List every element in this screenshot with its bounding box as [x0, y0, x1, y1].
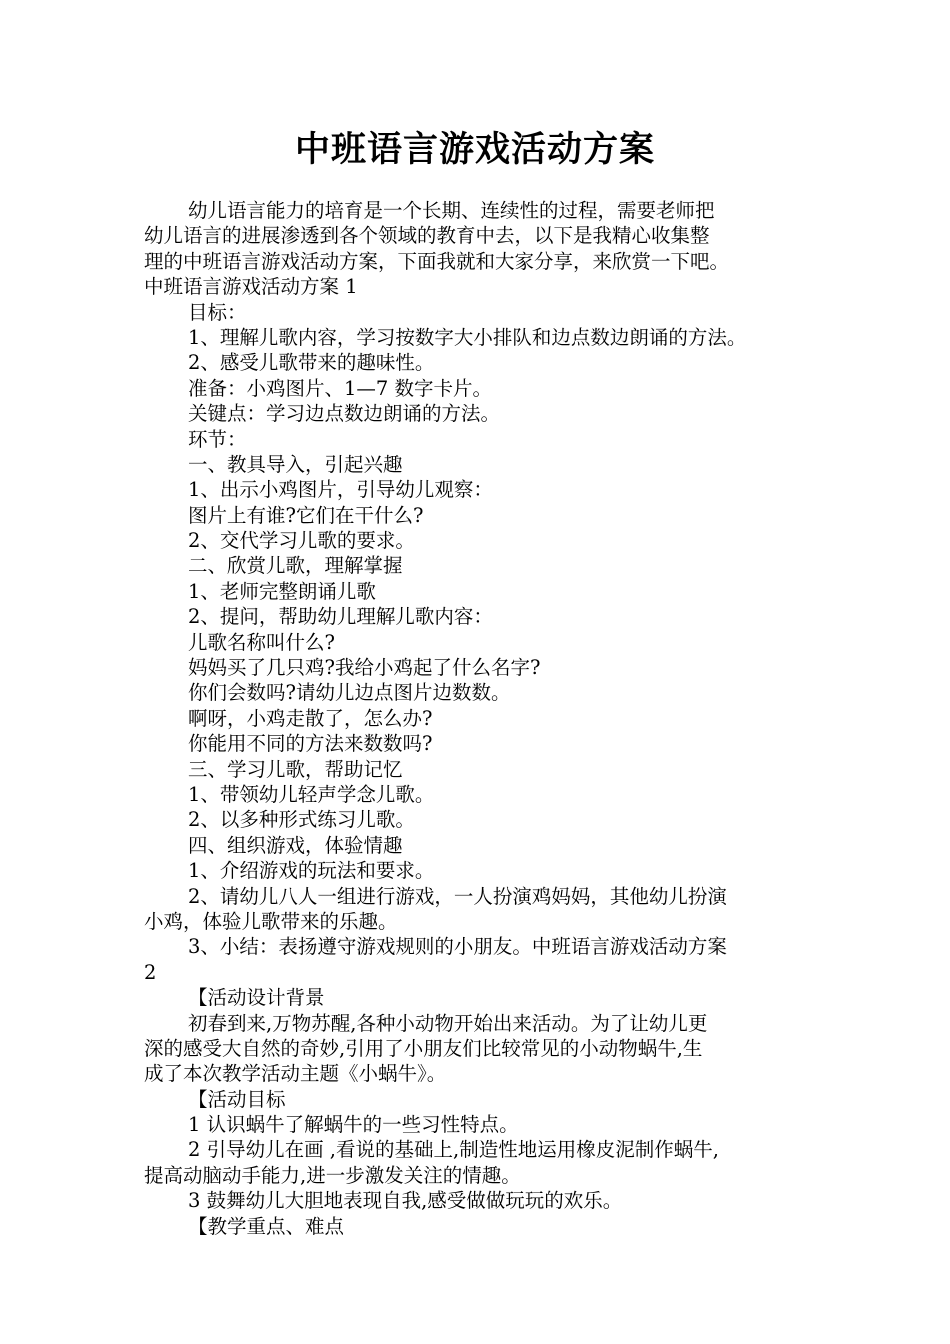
text-line: 你们会数吗?请幼儿边点图片边数数。 — [188, 681, 511, 705]
text-line: 2、感受儿歌带来的趣味性。 — [188, 351, 435, 375]
text-line: 幼儿语言的进展渗透到各个领域的教育中去，以下是我精心收集整 — [144, 224, 710, 248]
text-line: 儿歌名称叫什么? — [188, 630, 335, 654]
text-line: 小鸡，体验儿歌带来的乐趣。 — [144, 909, 398, 933]
text-line: 目标： — [188, 300, 247, 324]
text-line: 图片上有谁?它们在干什么? — [188, 503, 424, 527]
text-line: 2 引导幼儿在画 ,看说的基础上,制造性地运用橡皮泥制作蜗牛, — [188, 1138, 719, 1162]
text-line: 关键点：学习边点数边朗诵的方法。 — [188, 402, 501, 426]
text-line: 3 鼓舞幼儿大胆地表现自我,感受做做玩玩的欢乐。 — [188, 1189, 623, 1213]
text-line: 环节： — [188, 427, 247, 451]
document-title: 中班语言游戏活动方案 — [294, 130, 655, 170]
text-line: 1、老师完整朗诵儿歌 — [188, 579, 376, 603]
text-line: 三、学习儿歌，帮助记忆 — [188, 757, 403, 781]
text-line: 理的中班语言游戏活动方案，下面我就和大家分享，来欣赏一下吧。 — [144, 249, 730, 273]
text-line: 2、交代学习儿歌的要求。 — [188, 529, 415, 553]
text-line: 幼儿语言能力的培育是一个长期、连续性的过程，需要老师把 — [188, 199, 715, 222]
text-line: 中班语言游戏活动方案 1 — [144, 275, 358, 299]
text-line: 准备：小鸡图片、1—7 数字卡片。 — [188, 376, 493, 400]
text-line: 【活动设计背景 — [188, 986, 325, 1010]
text-line: 深的感受大自然的奇妙,引用了小朋友们比较常见的小动物蜗牛,生 — [144, 1036, 703, 1060]
text-line: 成了本次教学活动主题《小蜗牛》。 — [144, 1062, 447, 1086]
text-line: 1、理解儿歌内容，学习按数字大小排队和边点数边朗诵的方法。 — [188, 325, 747, 349]
text-line: 一、教具导入，引起兴趣 — [188, 452, 403, 476]
document-body — [144, 198, 824, 1239]
text-line: 【活动目标 — [188, 1087, 286, 1111]
text-line: 妈妈买了几只鸡?我给小鸡起了什么名字? — [188, 656, 541, 680]
text-line: 2、提问，帮助幼儿理解儿歌内容： — [188, 605, 493, 629]
text-line: 1、出示小鸡图片，引导幼儿观察： — [188, 478, 493, 502]
text-line: 四、组织游戏，体验情趣 — [188, 833, 403, 857]
text-line: 你能用不同的方法来数数吗? — [188, 732, 433, 756]
text-line: 2、请幼儿八人一组进行游戏，一人扮演鸡妈妈，其他幼儿扮演 — [188, 884, 727, 908]
text-line: 3、小结：表扬遵守游戏规则的小朋友。中班语言游戏活动方案 — [188, 935, 727, 959]
text-line: 提高动脑动手能力,进一步激发关注的情趣。 — [144, 1163, 521, 1187]
text-line: 2、以多种形式练习儿歌。 — [188, 808, 415, 832]
text-line: 二、欣赏儿歌，理解掌握 — [188, 554, 403, 578]
text-line: 初春到来,万物苏醒,各种小动物开始出来活动。为了让幼儿更 — [188, 1011, 708, 1035]
text-line: 2 — [144, 960, 157, 984]
text-line: 【教学重点、难点 — [188, 1214, 345, 1238]
text-line: 1、介绍游戏的玩法和要求。 — [188, 859, 435, 883]
text-line: 1、带领幼儿轻声学念儿歌。 — [188, 782, 435, 806]
text-line: 1 认识蜗牛了解蜗牛的一些习性特点。 — [188, 1113, 519, 1137]
text-line: 啊呀，小鸡走散了，怎么办? — [188, 706, 433, 730]
